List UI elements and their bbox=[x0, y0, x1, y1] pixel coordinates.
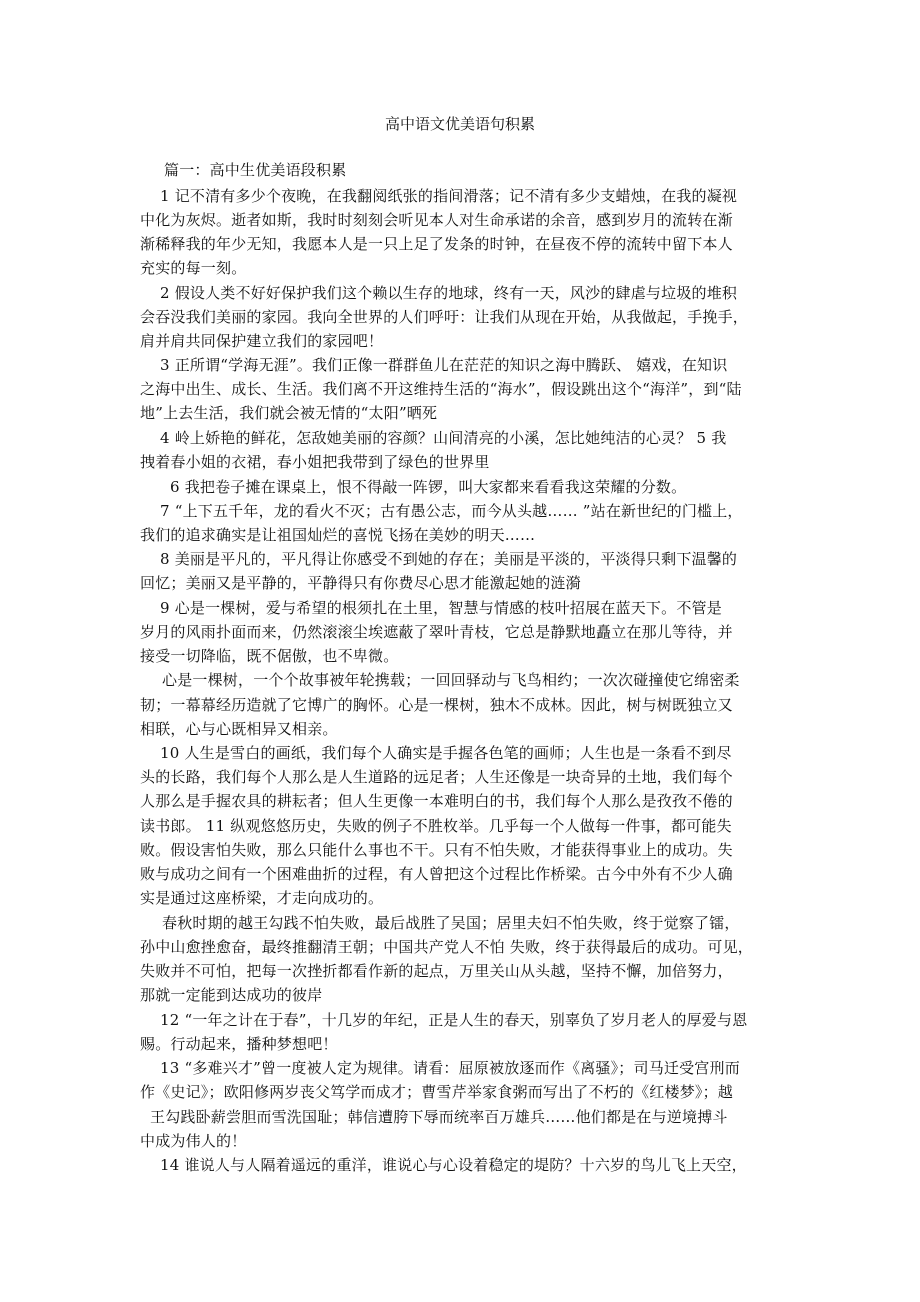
paragraph-line: 中成为伟人的！ bbox=[140, 1132, 247, 1150]
paragraph-line: 6 我把卷子摊在课桌上，恨不得敲一阵锣，叫大家都来看看我这荣耀的分数。 bbox=[170, 478, 687, 496]
paragraph-line: 4 岭上娇艳的鲜花，怎敌她美丽的容颜？山间清亮的小溪，怎比她纯洁的心灵？ 5 我 bbox=[160, 429, 727, 447]
paragraph-line: 回忆；美丽又是平静的，平静得只有你费尽心思才能激起她的涟漪 bbox=[140, 574, 581, 592]
paragraph-line: 充实的每一刻。 bbox=[140, 259, 247, 277]
paragraph-line: 读书郎。 11 纵观悠悠历史，失败的例子不胜枚举。几乎每一个人做每一件事，都可能失 bbox=[140, 817, 732, 835]
paragraph-line: 人那么是手握农具的耕耘者；但人生更像一本难明白的书，我们每个人那么是孜孜不倦的 bbox=[140, 792, 733, 810]
paragraph-line: 拽着春小姐的衣裙，春小姐把我带到了绿色的世界里 bbox=[140, 453, 490, 471]
paragraph-line: 1 记不清有多少个夜晚，在我翻阅纸张的指间滑落；记不清有多少支蜡烛，在我的凝视 bbox=[160, 187, 738, 205]
paragraph-line: 3 正所谓“学海无涯”。我们正像一群群鱼儿在茫茫的知识之海中腾跃、 嬉戏，在知识 bbox=[160, 356, 728, 374]
paragraph-line: 败。假设害怕失败，那么只能什么事也不干。只有不怕失败，才能获得事业上的成功。失 bbox=[140, 841, 733, 859]
paragraph-line: 实是通过这座桥梁，才走向成功的。 bbox=[140, 889, 384, 907]
paragraph-line: 孙中山愈挫愈奋，最终推翻清王朝；中国共产党人不怕 失败，终于获得最后的成功。可见， bbox=[140, 938, 753, 956]
paragraph-line: 头的长路，我们每个人那么是人生道路的远足者；人生还像是一块奇异的土地，我们每个 bbox=[140, 768, 733, 786]
paragraph-line: 春秋时期的越王勾践不怕失败，最后战胜了吴国；居里夫妇不怕失败，终于觉察了镭， bbox=[162, 914, 740, 932]
paragraph-line: 之海中出生、成长、生活。我们离不开这维持生活的“海水”，假设跳出这个“海洋”，到“陆 bbox=[140, 380, 742, 398]
paragraph-line: 7 “上下五千年，龙的看火不灭；古有愚公志，而今从头越…… ”站在新世纪的门槛上， bbox=[160, 502, 743, 520]
paragraph-line: 渐稀释我的年少无知，我愿本人是一只上足了发条的时钟，在昼夜不停的流转中留下本人 bbox=[140, 235, 733, 253]
paragraph-line: 赐。行动起来，播种梦想吧！ bbox=[140, 1035, 338, 1053]
paragraph-line: 8 美丽是平凡的，平凡得让你感受不到她的存在；美丽是平淡的，平淡得只剩下温馨的 bbox=[160, 550, 738, 568]
paragraph-line: 9 心是一棵树，爱与希望的根须扎在土里，智慧与情感的枝叶招展在蓝天下。不管是 bbox=[160, 599, 722, 617]
paragraph-line: 地”上去生活，我们就会被无情的“太阳”晒死 bbox=[140, 404, 438, 422]
paragraph-line: 10 人生是雪白的画纸，我们每个人确实是手握各色笔的画师；人生也是一条看不到尽 bbox=[160, 744, 732, 762]
paragraph-line: 接受一切降临，既不倨傲，也不卑微。 bbox=[140, 647, 399, 665]
paragraph-line: 会吞没我们美丽的家园。我向全世界的人们呼吁：让我们从现在开始，从我做起，手挽手， bbox=[140, 308, 749, 326]
paragraph-line: 12 “一年之计在于春”，十几岁的年纪，正是人生的春天，别辜负了岁月老人的厚爱与恩 bbox=[160, 1011, 748, 1029]
paragraph-line: 2 假设人类不好好保护我们这个赖以生存的地球，终有一天，风沙的肆虐与垃圾的堆积 bbox=[160, 284, 738, 302]
paragraph-line: 14 谁说人与人隔着遥远的重洋，谁说心与心设着稳定的堤防？十六岁的鸟儿飞上天空， bbox=[160, 1156, 747, 1174]
paragraph-line: 作《史记》；欧阳修两岁丧父笃学而成才；曹雪芹举家食粥而写出了不朽的《红楼梦》；越 bbox=[140, 1083, 734, 1101]
paragraph-line: 相联，心与心既相异又相亲。 bbox=[140, 720, 338, 738]
paragraph-line: 败与成功之间有一个困难曲折的过程，有人曾把这个过程比作桥梁。古今中外有不少人确 bbox=[140, 865, 733, 883]
section-heading: 篇一：高中生优美语段积累 bbox=[164, 161, 347, 179]
paragraph-line: 韧；一幕幕经历造就了它博广的胸怀。心是一棵树，独木不成林。因此，树与树既独立又 bbox=[140, 696, 733, 714]
paragraph-line: 那就一定能到达成功的彼岸 bbox=[140, 986, 323, 1004]
paragraph-line: 中化为灰烬。逝者如斯，我时时刻刻会听见本人对生命承诺的余音，感到岁月的流转在渐 bbox=[140, 211, 733, 229]
document-title: 高中语文优美语句积累 bbox=[384, 115, 535, 133]
paragraph-line: 心是一棵树，一个个故事被年轮携载；一回回驿动与飞鸟相约；一次次碰撞使它绵密柔 bbox=[162, 671, 740, 689]
paragraph-line: 13 “多难兴才”曾一度被人定为规律。请看：屈原被放逐而作《离骚》；司马迁受宫刑而 bbox=[160, 1059, 740, 1077]
paragraph-line: 失败并不可怕，把每一次挫折都看作新的起点，万里关山从头越，坚持不懈，加倍努力， bbox=[140, 962, 733, 980]
paragraph-line: 肩并肩共同保护建立我们的家园吧！ bbox=[140, 332, 384, 350]
paragraph-line: 王勾践卧薪尝胆而雪洗国耻；韩信遭胯下辱而统率百万雄兵……他们都是在与逆境搏斗 bbox=[150, 1108, 728, 1126]
paragraph-line: 岁月的风雨扑面而来，仍然滚滚尘埃遮蔽了翠叶青枝，它总是静默地矗立在那儿等待，并 bbox=[140, 623, 733, 641]
paragraph-line: 我们的追求确实是让祖国灿烂的喜悦飞扬在美妙的明天…… bbox=[140, 526, 536, 544]
